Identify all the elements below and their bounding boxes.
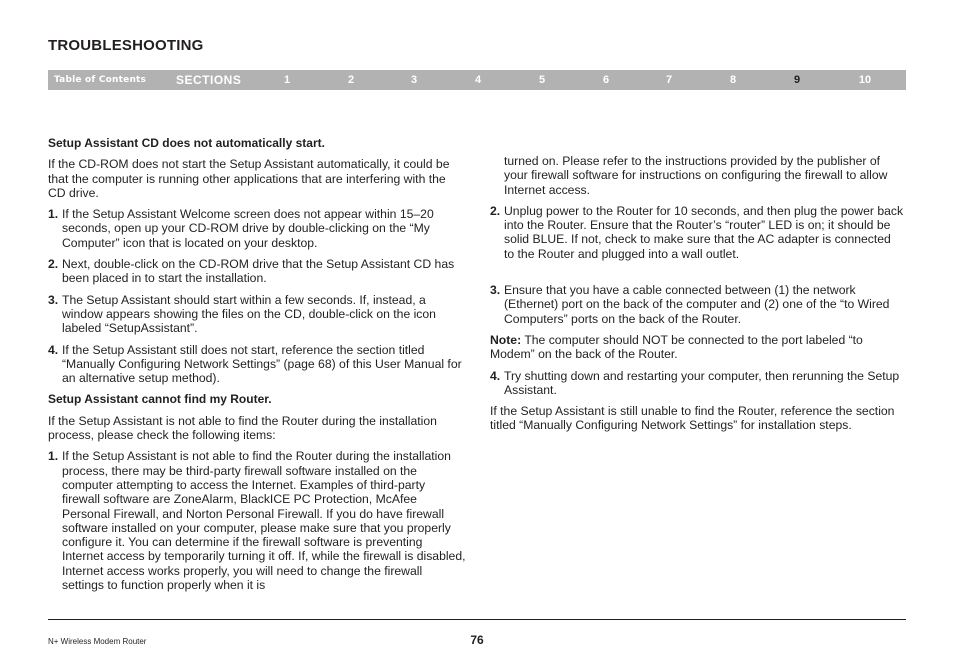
list-item xyxy=(490,283,904,326)
list-text: Try shutting down and restarting your computer, then rerunning the Setup Assistant. xyxy=(504,368,900,397)
list-item-continuation xyxy=(490,154,904,197)
section-link-10[interactable]: 10 xyxy=(858,74,872,86)
list-text: Ensure that you have a cable connected between (1) the network (Ethernet) port on the back of the computer and (2) one of the “to Wired Computers” ports on the back of the Router. xyxy=(504,283,890,326)
note-label: Note: xyxy=(490,332,522,347)
list-item xyxy=(48,449,466,592)
list-item xyxy=(48,207,466,250)
list-number: 3. xyxy=(48,292,59,307)
list-number: 1. xyxy=(48,449,59,464)
section-heading-cd: Setup Assistant CD does not automatically start. xyxy=(48,136,325,150)
list-text: If the Setup Assistant is not able to find the Router during the installation process, there may be third-party firewall software installed on the computer attempting to access the Internet. Examples of third-party firewall software are ZoneAlarm, BlackICE PC Protection, McAfee Personal Firewall, and Norton Personal Firewall. If you do have firewall software installed on your computer, please make sure that you properly configure it. You can determine if the firewall software is preventing Internet access by temporarily turning it off. If, while the firewall is disabled, Internet access works properly, you will need to change the firewall settings to function properly when it is xyxy=(62,449,466,593)
section-link-7[interactable]: 7 xyxy=(665,74,673,86)
list-number: 4. xyxy=(48,342,59,357)
list-item xyxy=(490,204,904,261)
footer-product-name: N+ Wireless Modem Router xyxy=(48,637,147,646)
section-link-1[interactable]: 1 xyxy=(283,74,291,86)
list-number: 2. xyxy=(48,257,59,272)
list-text: If the Setup Assistant Welcome screen does not appear within 15–20 seconds, open up your CD-ROM drive by double-clicking on the “My Computer” icon that is located on your desktop. xyxy=(62,207,434,250)
paragraph-closing: If the Setup Assistant is still unable to find the Router, reference the section titled “Manually Configuring Network Settings” for installation steps. xyxy=(490,404,895,433)
footer-divider xyxy=(48,619,906,620)
section-nav-bar xyxy=(48,70,906,90)
table-of-contents-link[interactable]: Table of Contents xyxy=(54,75,147,85)
list-text: If the Setup Assistant still does not start, reference the section titled “Manually Configuring Network Settings” (page 68) of this User Manual for an alternative setup method). xyxy=(62,342,462,386)
section-heading-router: Setup Assistant cannot find my Router. xyxy=(48,392,272,407)
list-item xyxy=(48,293,466,336)
list-text: The Setup Assistant should start within a few seconds. If, instead, a window appears showing the files on the CD, double-click on the icon labeled “SetupAssistant”. xyxy=(62,292,436,336)
note-paragraph xyxy=(490,333,904,362)
list-item xyxy=(48,257,466,286)
left-column xyxy=(48,132,466,592)
note-text: The computer should NOT be connected to the port labeled “to Modem” on the back of the Router. xyxy=(490,332,863,362)
list-item xyxy=(490,369,904,398)
page-number: 76 xyxy=(470,633,484,647)
list-number: 2. xyxy=(490,203,501,218)
section-link-2[interactable]: 2 xyxy=(347,74,355,86)
section-link-9-current[interactable]: 9 xyxy=(793,74,801,86)
paragraph-cd-intro: If the CD-ROM does not start the Setup Assistant automatically, it could be that the computer is running other applications that are interfering with the CD drive. xyxy=(48,157,450,200)
list-number: 1. xyxy=(48,207,59,222)
paragraph-router-intro: If the Setup Assistant is not able to find the Router during the installation process, please check the following items: xyxy=(48,413,437,443)
list-number: 4. xyxy=(490,368,501,383)
list-number: 3. xyxy=(490,283,501,298)
section-link-6[interactable]: 6 xyxy=(602,74,610,86)
right-column xyxy=(490,132,904,433)
section-link-5[interactable]: 5 xyxy=(538,74,546,86)
page-title: TROUBLESHOOTING xyxy=(48,37,204,54)
list-text: Unplug power to the Router for 10 seconds, and then plug the power back into the Router. Ensure that the Router’s “router” LED is on; it should be solid BLUE. If not, check to make sure that the AC adapter is connected to the Router and plugged into a wall outlet. xyxy=(504,203,904,261)
list-item xyxy=(48,343,466,386)
list-text: turned on. Please refer to the instructions provided by the publisher of your firewall software for instructions on configuring the firewall to allow Internet access. xyxy=(504,154,888,197)
section-link-3[interactable]: 3 xyxy=(410,74,418,86)
list-text: Next, double-click on the CD-ROM drive that the Setup Assistant CD has been placed in to start the installation. xyxy=(62,257,455,286)
sections-label: SECTIONS xyxy=(176,73,242,87)
section-link-8[interactable]: 8 xyxy=(729,74,737,86)
section-link-4[interactable]: 4 xyxy=(474,74,482,86)
